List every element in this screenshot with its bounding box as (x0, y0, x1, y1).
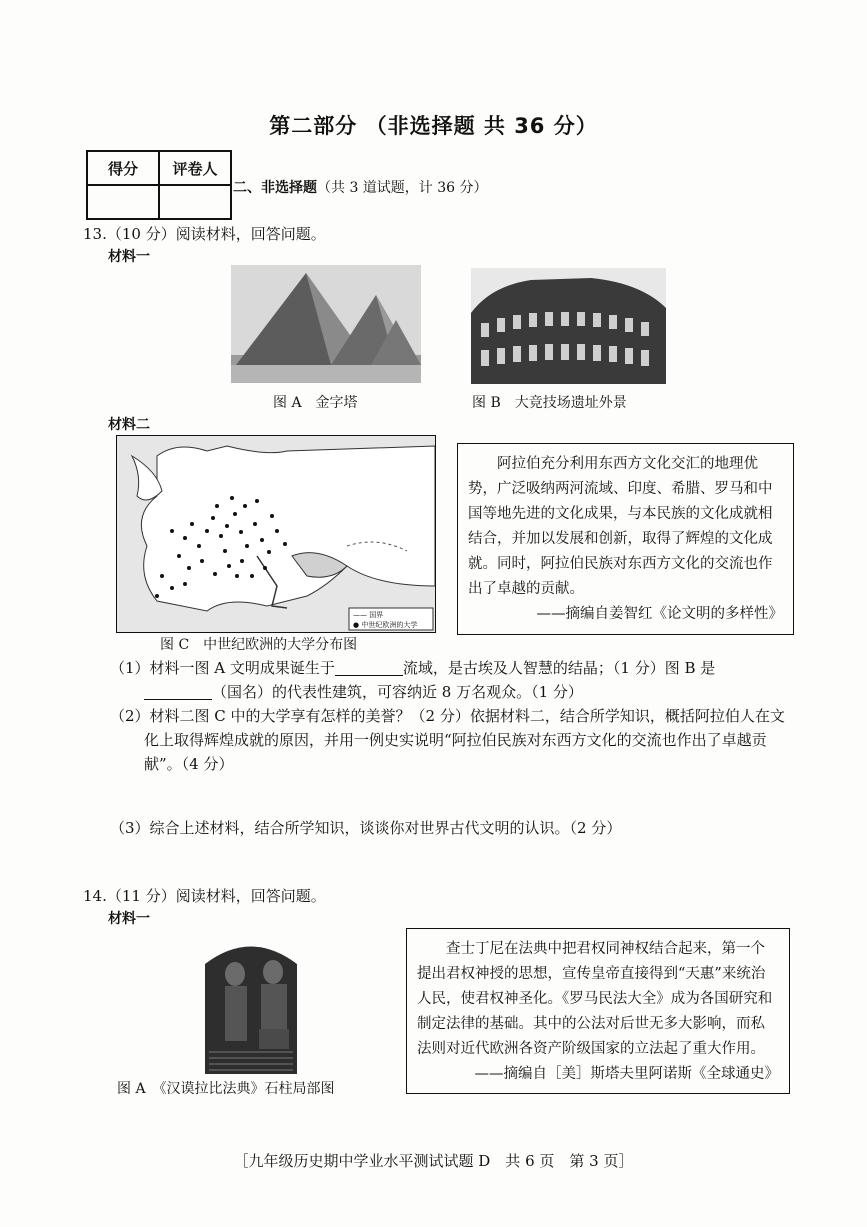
q13-intro: （10 分）阅读材料，回答问题。 (106, 225, 326, 243)
fig14a-caption: 图 A 《汉谟拉比法典》石柱局部图 (117, 1081, 335, 1097)
page-title: 第二部分 （非选择题 共 36 分） (269, 114, 598, 138)
q13-sub1-part-b: 流域，是古埃及人智慧的结晶；（1 分）图 B 是 (402, 659, 716, 677)
score-header: 得分 (87, 151, 159, 185)
q14-intro: （11 分）阅读材料，回答问题。 (106, 887, 326, 905)
europe-university-map (116, 435, 436, 633)
q13-sub1-part-c: （国名）的代表性建筑，可容纳近 8 万名观众。（1 分） (212, 683, 583, 701)
answer-blank-river[interactable] (335, 659, 403, 676)
fig13b-caption: 图 B 大竞技场遗址外景 (472, 395, 627, 411)
q14-quote-source: ——摘编自［美］斯塔夫里阿诺斯《全球通史》 (474, 1066, 779, 1082)
answer-blank-country[interactable] (144, 683, 212, 700)
map-legend-university: ● 中世纪欧洲的大学 (353, 621, 418, 629)
q13-number: 13. (83, 225, 107, 243)
q13-heading (83, 222, 326, 246)
q14-quote-text: 查士丁尼在法典中把君权同神权结合起来，第一个提出君权神授的思想，宣传皇帝直接得到“天惠”来统治人民，使君权神圣化。《罗马民法大全》成为各国研究和制定法律的基础。其中的公法对后世无多大影响，而私法则对近代欧洲各资产阶级国家的立法起了重大作用。 (417, 941, 773, 1057)
q14-quote-box (406, 928, 790, 1094)
pyramid-photo (231, 265, 421, 383)
score-table (86, 150, 232, 220)
page-footer: ［九年级历史期中学业水平测试试题 D 共 6 页 第 3 页］ (233, 1152, 634, 1170)
q13-quote-text: 阿拉伯充分利用东西方文化交汇的地理优势，广泛吸纳两河流域、印度、希腊、罗马和中国等地先进的文化成果，与本民族的文化成就相结合，并加以发展和创新，取得了辉煌的文化成就。同时，阿拉伯民族对东西方文化的交流也作出了卓越的贡献。 (468, 456, 773, 597)
q13-sub1 (110, 656, 790, 704)
q13-sub3: （3）综合上述材料，结合所学知识，谈谈你对世界古代文明的认识。（2 分） (110, 819, 622, 837)
q13-sub2: （2）材料二图 C 中的大学享有怎样的美誉？（2 分）依据材料二，结合所学知识，概括阿拉伯人在文化上取得辉煌成就的原因，并用一例史实说明“阿拉伯民族对东西方文化的交流也作出了卓越贡献”。（4 分） (110, 707, 785, 773)
hammurabi-stele-photo (195, 934, 307, 1074)
map-legend-border: —— 国界 (353, 611, 384, 619)
score-cell[interactable] (87, 185, 159, 219)
q13-sub1-part-a: （1）材料一图 A 文明成果诞生于 (110, 659, 335, 677)
section-header (233, 177, 488, 197)
q13-quote-box (457, 443, 794, 635)
q13-material2-label: 材料二 (108, 417, 150, 433)
fig13a-caption: 图 A 金字塔 (273, 395, 358, 411)
q14-number: 14. (83, 887, 107, 905)
q13-material1-label: 材料一 (108, 249, 150, 265)
grader-header: 评卷人 (159, 151, 231, 185)
q13-quote-source: ——摘编自姜智红《论文明的多样性》 (536, 606, 783, 622)
colosseum-photo (471, 268, 666, 384)
section-label: 二、非选择题 (233, 180, 317, 196)
fig13c-caption: 图 C 中世纪欧洲的大学分布图 (160, 637, 358, 653)
q14-heading (83, 884, 326, 908)
section-detail: （共 3 道试题，计 36 分） (317, 180, 488, 196)
grader-cell[interactable] (159, 185, 231, 219)
q14-material1-label: 材料一 (108, 911, 150, 927)
